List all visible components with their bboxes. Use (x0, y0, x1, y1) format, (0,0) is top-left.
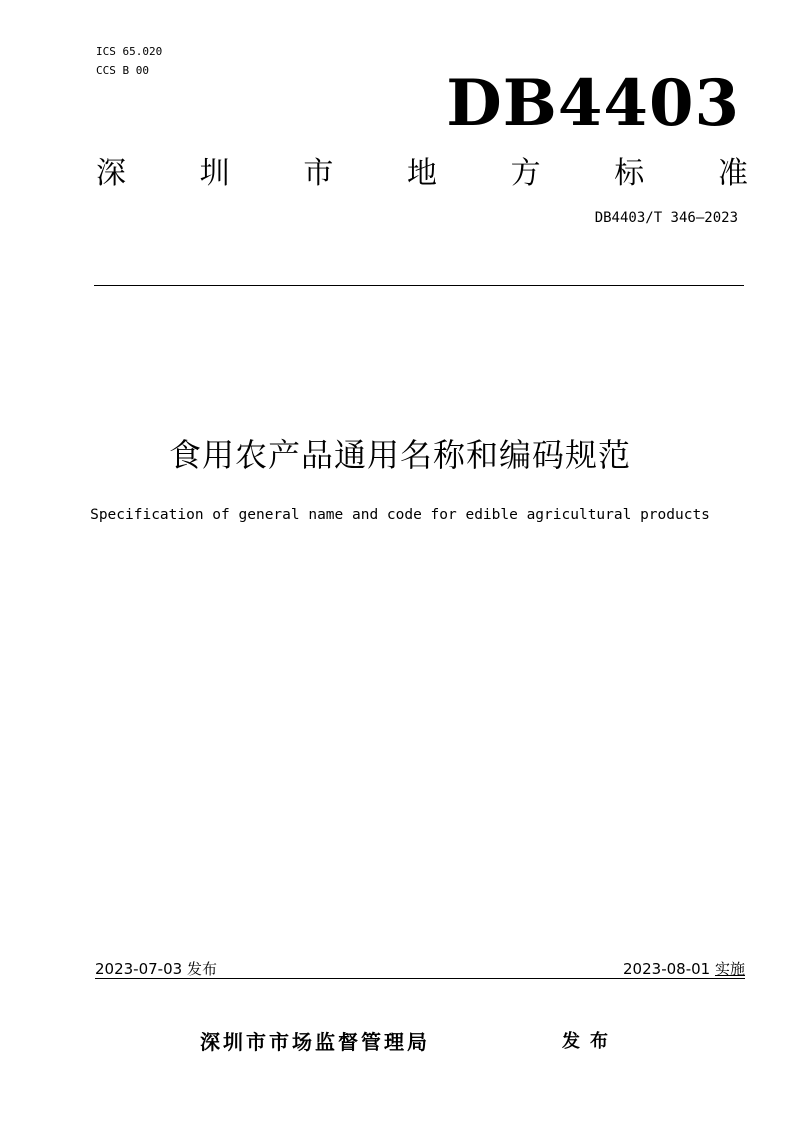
standard-type-char: 地 (406, 156, 437, 191)
standard-type-char: 圳 (199, 156, 230, 191)
standard-type-char: 深 (96, 156, 126, 191)
standard-type-heading (96, 154, 748, 194)
standard-type-char: 标 (614, 156, 645, 191)
publish-label: 发布 (186, 960, 217, 978)
standard-type-char: 方 (510, 156, 541, 191)
implement-label: 实施 (714, 960, 745, 978)
ccs-code: CCS B 00 (96, 64, 149, 77)
implement-date: 2023-08-01 (623, 960, 711, 978)
top-divider (94, 285, 744, 286)
issuing-authority: 深圳市市场监督管理局 (200, 1030, 430, 1054)
standard-logo: DB4403 (446, 66, 740, 141)
implement-info (623, 958, 745, 980)
dates-row (95, 958, 745, 980)
bottom-divider (95, 978, 745, 979)
standard-number: DB4403/T 346—2023 (594, 210, 738, 226)
document-title-english: Specification of general name and code for edible agricultural products (90, 507, 710, 523)
standard-type-char: 市 (303, 156, 334, 191)
classification-codes (96, 42, 162, 80)
publish-info (95, 958, 217, 980)
standard-type-char: 准 (717, 156, 748, 191)
publish-date: 2023-07-03 (95, 960, 183, 978)
document-title-chinese: 食用农产品通用名称和编码规范 (168, 436, 631, 474)
issue-label: 发布 (562, 1031, 618, 1052)
ics-code: ICS 65.020 (96, 45, 163, 58)
